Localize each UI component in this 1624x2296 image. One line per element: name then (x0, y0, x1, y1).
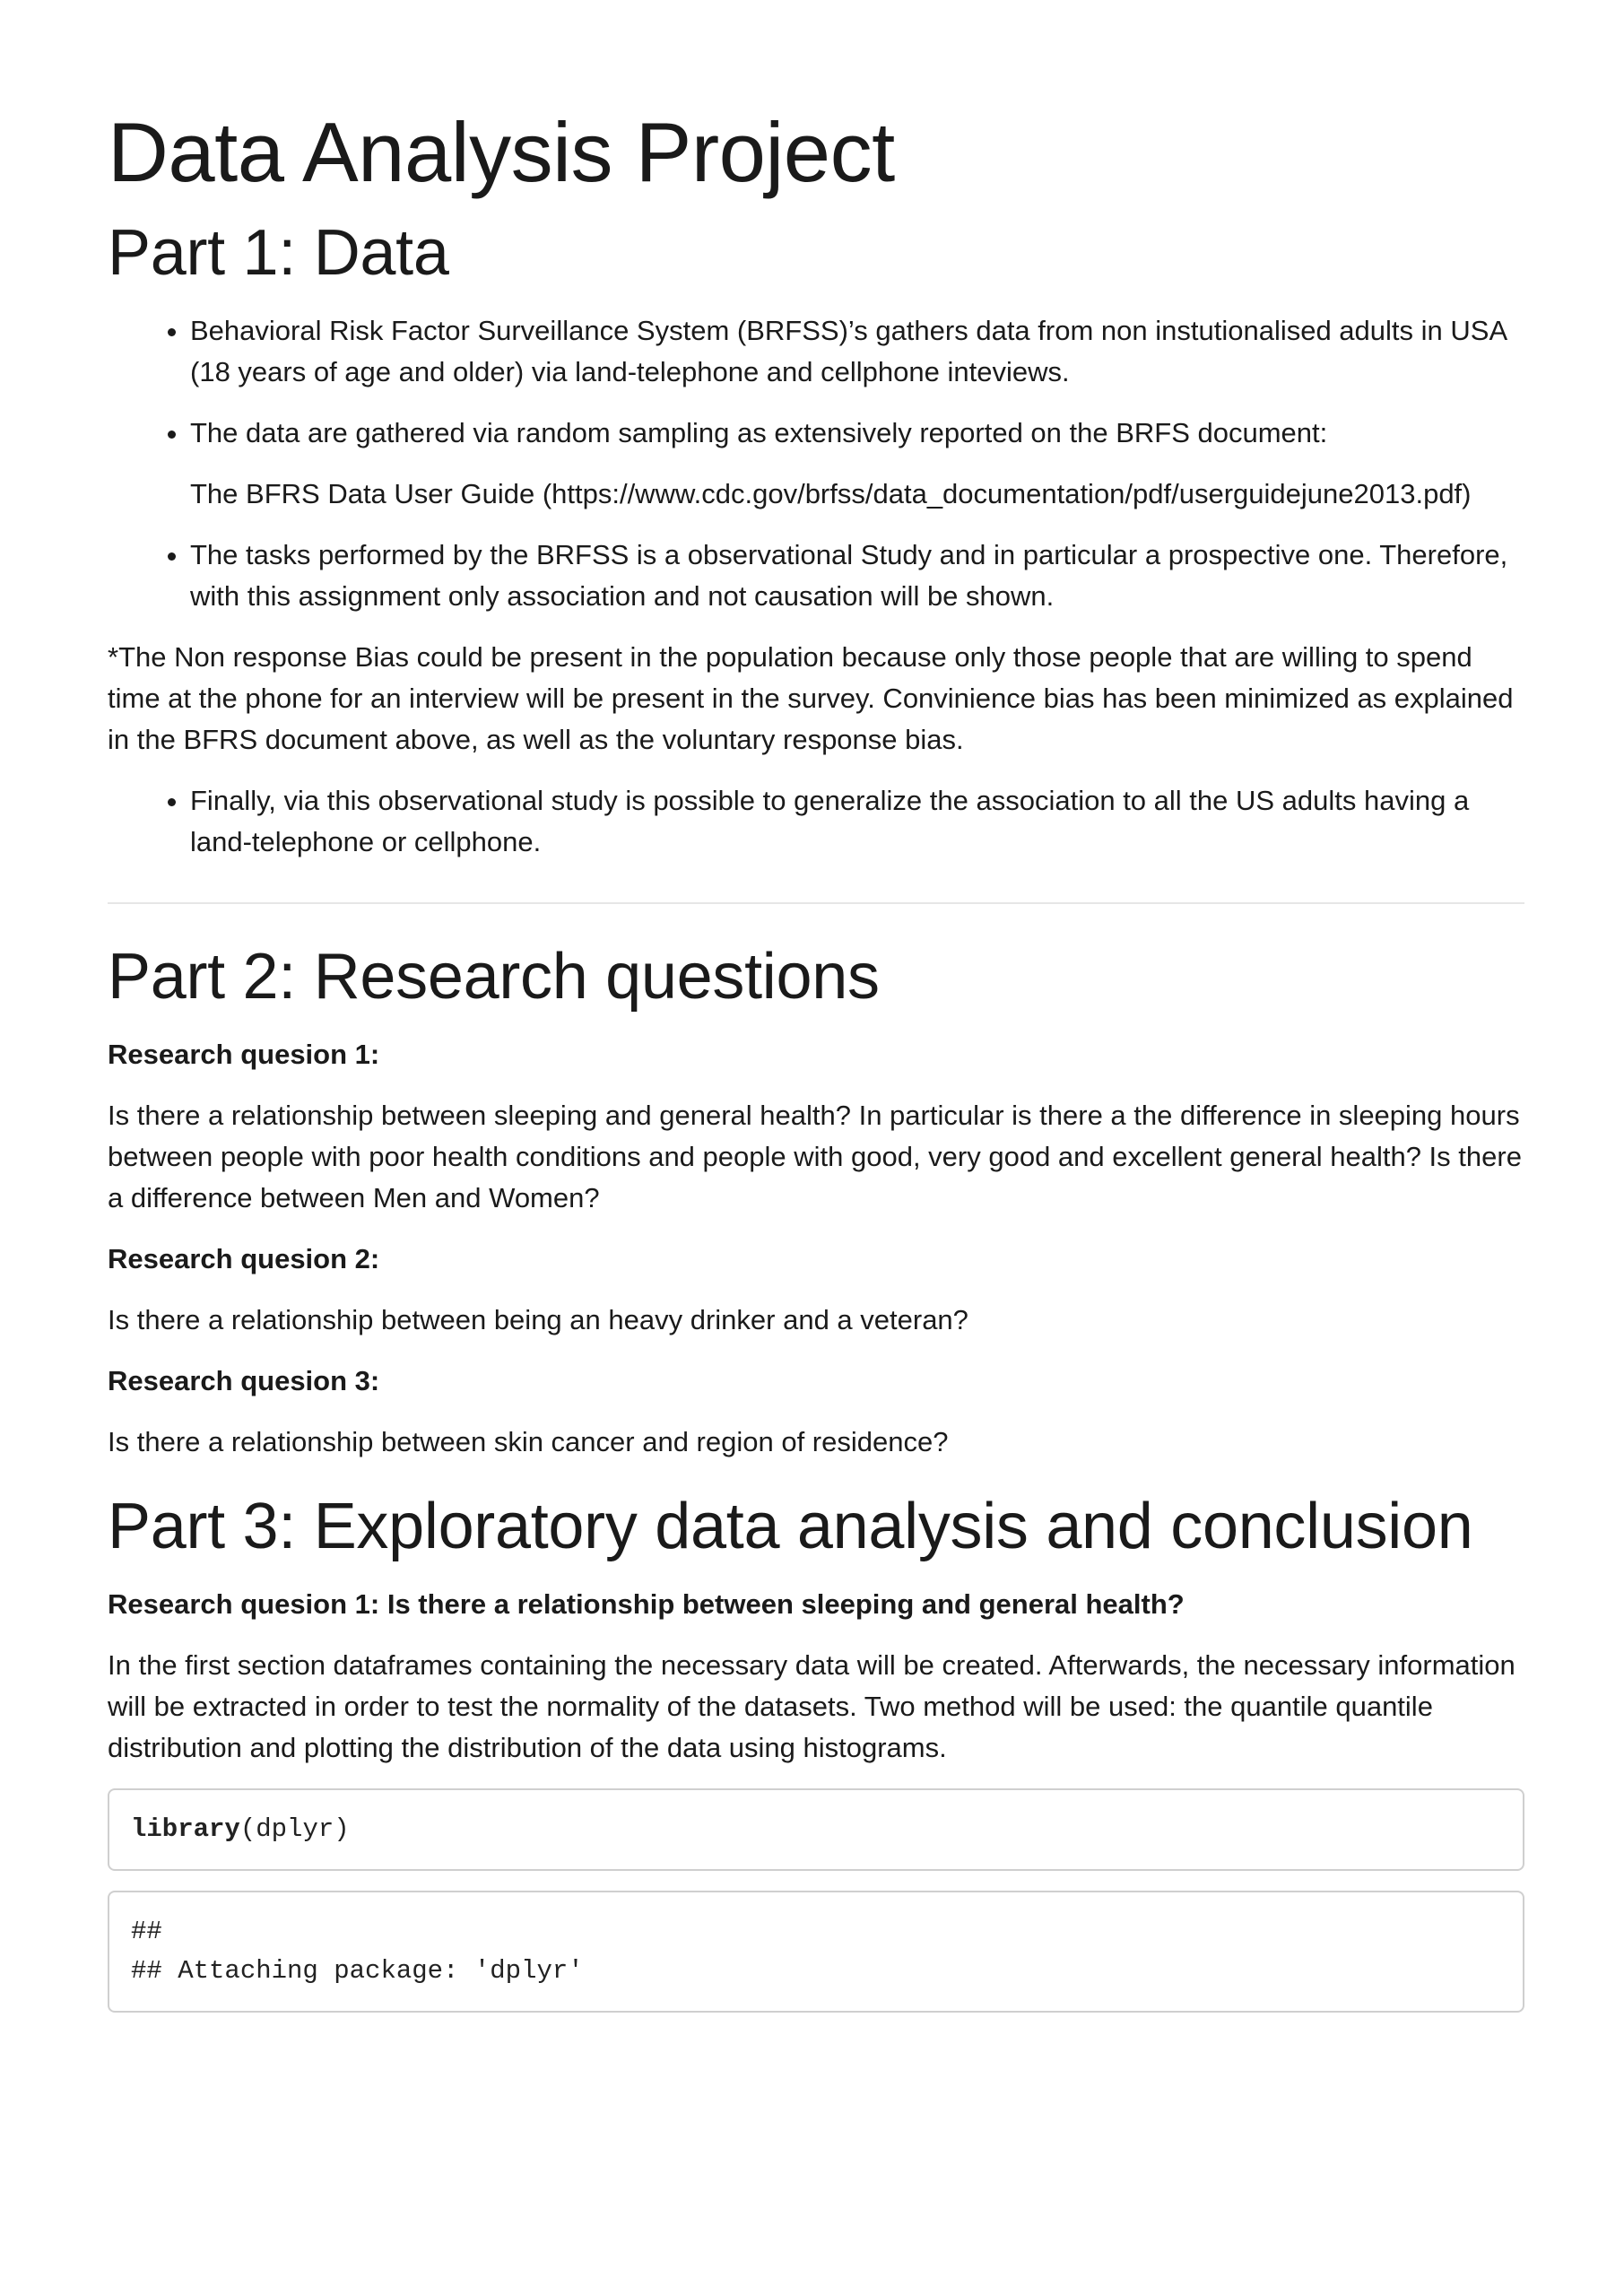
part3-intro: In the first section dataframes containing the necessary data will be created. Afterwards, the necessary information will be extracted in order to test the normality of the datasets. Two method will be used: the quantile quantile distribution and plotting the distribution of the data using histograms. (108, 1648, 1515, 1763)
part1-final-list (108, 780, 1524, 863)
part1-heading: Part 1: Data (108, 217, 449, 290)
document-page (108, 106, 1524, 2032)
code-args: (dplyr) (239, 1813, 350, 1844)
part1-bullet-3: • The tasks performed by the BRFSS is a observational Study and in particular a prospective one. Therefore, with this assignment only association and not causation will be shown. (190, 535, 1524, 617)
code-line (131, 1810, 1501, 1849)
part1-bullet-2 (190, 413, 1524, 515)
output-line-2: ## Attaching package: 'dplyr' (131, 1955, 584, 1986)
code-block[interactable] (108, 1788, 1524, 1871)
rq3-text: Is there a relationship between skin cancer and region of residence? (108, 1425, 949, 1457)
bias-note: *The Non response Bias could be present in the population because only those people that are willing to spend time at the phone for an interview will be present in the survey. Convinience bias has been minimized as explained in the BFRS document above, as well as the voluntary response bias. (108, 641, 1514, 756)
rq3-label: Research quesion 3: (108, 1364, 380, 1396)
rq2-label: Research quesion 2: (108, 1242, 380, 1274)
code-output-block[interactable] (108, 1891, 1524, 2013)
guide-link-text[interactable]: The BFRS Data User Guide (https://www.cdc.gov/brfss/data_documentation/pdf/userguidejune2013.pdf) (190, 478, 1472, 510)
part2-heading: Part 2: Research questions (108, 941, 880, 1013)
part3-heading: Part 3: Exploratory data analysis and conclusion (108, 1490, 1473, 1562)
section-divider (108, 902, 1524, 904)
rq1-label: Research quesion 1: (108, 1038, 380, 1070)
rq1-text: Is there a relationship between sleeping and general health? In particular is there a the difference in sleeping hours between people with poor health conditions and people with good, very good and excellent general health? Is there a difference between Men and Women? (108, 1099, 1522, 1213)
rq2-text: Is there a relationship between being an heavy drinker and a veteran? (108, 1303, 968, 1335)
part1-final-bullet: • Finally, via this observational study is possible to generalize the association to all the US adults having a land-telephone or cellphone. (190, 780, 1524, 863)
part1-bullet-1: • Behavioral Risk Factor Surveillance System (BRFSS)’s gathers data from non instutionalised adults in USA (18 years of age and older) via land-telephone and cellphone inteviews. (190, 310, 1524, 393)
part3-rq1-label: Research quesion 1: Is there a relationship between sleeping and general health? (108, 1587, 1185, 1620)
part1-bullet-2-text: The data are gathered via random sampling as extensively reported on the BRFS document: (190, 417, 1328, 449)
part1-bullet-list (108, 310, 1524, 617)
code-keyword: library (131, 1813, 240, 1844)
page-title: Data Analysis Project (108, 105, 895, 199)
output-line-1: ## (131, 1916, 162, 1946)
